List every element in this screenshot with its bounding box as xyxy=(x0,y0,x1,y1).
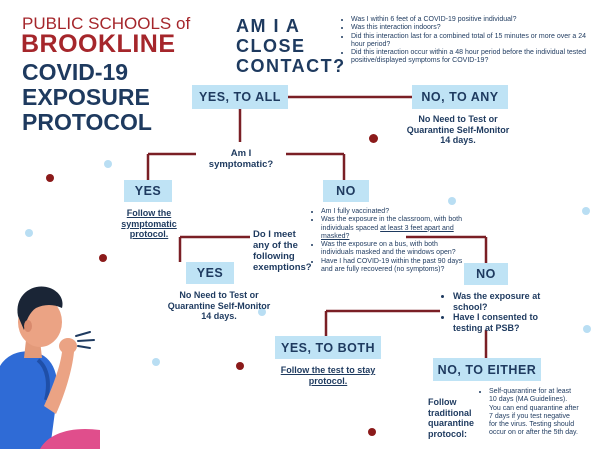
decorative-dot xyxy=(368,428,376,436)
title-line: COVID-19 xyxy=(22,59,129,85)
school-questions xyxy=(443,291,563,333)
question-line: Do I meet xyxy=(253,229,296,240)
yes-symptomatic-box: YES xyxy=(124,180,172,202)
symptomatic-protocol-link[interactable]: Follow the symptomatic protocol. xyxy=(121,208,177,239)
exemption-question xyxy=(253,229,313,273)
label-line: traditional xyxy=(428,407,472,418)
close-contact-question: • Did this interaction last for a combined total of 15 minutes or more over a 24 hour period? xyxy=(351,33,592,50)
label-line: Follow xyxy=(428,397,457,407)
exemption-item: • Am I fully vaccinated? xyxy=(321,208,468,216)
no-to-either-box: NO, TO EITHER xyxy=(433,358,541,381)
page-title xyxy=(22,60,152,135)
yes-to-both-box: YES, TO BOTH xyxy=(275,336,381,359)
label-line: protocol: xyxy=(428,428,467,439)
traditional-protocol-label xyxy=(428,397,484,439)
decorative-dot xyxy=(236,362,244,370)
close-contact-question: • Did this interaction occur within a 48 hour period before the individual tested positive/displayed symptoms for COVID-19? xyxy=(351,49,592,66)
hand-shape xyxy=(59,338,77,354)
question-line: any of the xyxy=(253,240,298,251)
org-name-line2: BROOKLINE xyxy=(21,30,176,58)
title-line: PROTOCOL xyxy=(22,109,152,135)
question-line: exemptions? xyxy=(253,262,312,273)
heading-line: CONTACT? xyxy=(236,56,346,76)
close-contact-questions xyxy=(342,16,592,66)
close-contact-question: • Was this interaction indoors? xyxy=(351,24,592,32)
no-symptomatic-box: NO xyxy=(323,180,369,202)
question-line: following xyxy=(253,251,295,262)
close-contact-question: • Was I within 6 feet of a COVID-19 positive individual? xyxy=(351,16,592,24)
quarantine-detail: • Self-quarantine for at least 10 days (MA Guidelines). You can end quarantine after 7 days if you test negative for the virus. Testing should occur on or after the 5th day. xyxy=(489,388,580,438)
no-to-any-box: NO, TO ANY xyxy=(412,85,508,109)
decorative-dot xyxy=(448,197,456,205)
close-contact-heading xyxy=(236,16,346,76)
exemption-item: • Was the exposure on a bus, with both individuals masked and the windows open? xyxy=(321,241,468,258)
exemption-underlined-text: at least 3 feet apart and masked? xyxy=(321,224,454,240)
decorative-dot xyxy=(25,229,33,237)
test-to-stay-protocol-link[interactable]: Follow the test to stay protocol. xyxy=(280,365,376,386)
title-line: EXPOSURE xyxy=(22,84,150,110)
decorative-dot xyxy=(99,254,107,262)
decorative-dot xyxy=(583,325,591,333)
label-line: quarantine xyxy=(428,418,475,428)
symptomatic-question: Am I symptomatic? xyxy=(208,148,274,170)
yes-to-all-box: YES, TO ALL xyxy=(192,85,288,109)
heading-line: CLOSE xyxy=(236,36,306,56)
heading-line: AM I A xyxy=(236,16,301,36)
school-question: • Have I consented to testing at PSB? xyxy=(453,312,563,333)
decorative-dot xyxy=(369,134,378,143)
yes-exemption-box: YES xyxy=(186,262,234,284)
no-exemption-box: NO xyxy=(464,263,508,285)
exemptions-list xyxy=(312,208,468,274)
decorative-dot xyxy=(152,358,160,366)
exemption-item xyxy=(321,216,468,241)
org-name-line1: PUBLIC SCHOOLS of xyxy=(22,14,191,33)
decorative-dot xyxy=(104,160,112,168)
exemption-item: • Have I had COVID-19 within the past 90 days and are fully recovered (no symptoms)? xyxy=(321,258,468,275)
exemption-text: Was the exposure in the classroom, with both individuals spaced xyxy=(321,216,462,232)
no-to-any-outcome: No Need to Test or Quarantine Self-Monitor 14 days. xyxy=(406,114,510,145)
yes-exemption-outcome: No Need to Test or Quarantine Self-Monitor 14 days. xyxy=(167,290,271,321)
traditional-quarantine-details xyxy=(480,388,580,438)
decorative-dot xyxy=(582,207,590,215)
coughing-person-illustration xyxy=(0,278,100,449)
school-question: • Was the exposure at school? xyxy=(453,291,563,312)
decorative-dot xyxy=(46,174,54,182)
